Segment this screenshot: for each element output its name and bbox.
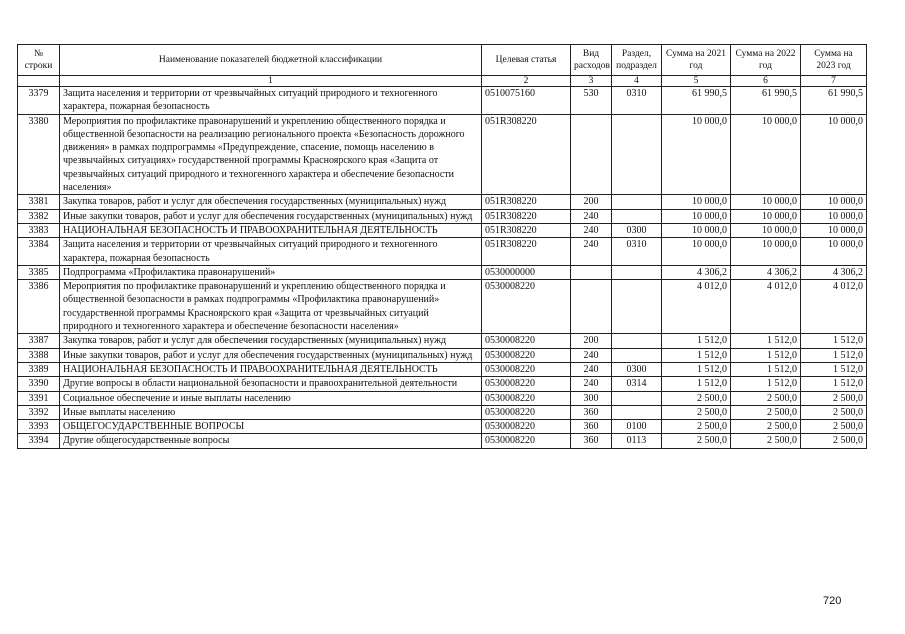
table-row	[18, 377, 867, 391]
target-article: 0530000000	[482, 265, 571, 279]
section-subsection: 0300	[612, 223, 662, 237]
expense-type	[571, 114, 612, 195]
sum-2023: 2 500,0	[801, 391, 867, 405]
sum-2021: 2 500,0	[662, 405, 731, 419]
target-article: 0530008220	[482, 348, 571, 362]
sum-2022: 1 512,0	[731, 348, 801, 362]
sum-2022: 1 512,0	[731, 362, 801, 376]
sum-2022: 10 000,0	[731, 238, 801, 266]
sum-2021: 10 000,0	[662, 195, 731, 209]
header-sum-2022: Сумма на 2022 год	[731, 45, 801, 76]
sum-2023: 4 306,2	[801, 265, 867, 279]
target-article: 051R308220	[482, 209, 571, 223]
row-name: НАЦИОНАЛЬНАЯ БЕЗОПАСНОСТЬ И ПРАВООХРАНИТЕЛЬНАЯ ДЕЯТЕЛЬНОСТЬ	[60, 362, 482, 376]
expense-type: 200	[571, 334, 612, 348]
expense-type	[571, 265, 612, 279]
target-article: 0530008220	[482, 377, 571, 391]
expense-type: 240	[571, 348, 612, 362]
section-subsection: 0300	[612, 362, 662, 376]
header-code: Целевая статья	[482, 45, 571, 76]
section-subsection	[612, 334, 662, 348]
sum-2022: 10 000,0	[731, 209, 801, 223]
expense-type: 240	[571, 377, 612, 391]
expense-type: 240	[571, 209, 612, 223]
row-name: Закупка товаров, работ и услуг для обеспечения государственных (муниципальных) нужд	[60, 195, 482, 209]
section-subsection	[612, 195, 662, 209]
section-subsection: 0310	[612, 87, 662, 115]
row-name: ОБЩЕГОСУДАРСТВЕННЫЕ ВОПРОСЫ	[60, 420, 482, 434]
sum-2023: 1 512,0	[801, 334, 867, 348]
table-row	[18, 87, 867, 115]
header-name: Наименование показателей бюджетной классификации	[60, 45, 482, 76]
column-number: 3	[571, 76, 612, 87]
sum-2021: 2 500,0	[662, 391, 731, 405]
row-name: Подпрограмма «Профилактика правонарушений»	[60, 265, 482, 279]
table-row	[18, 114, 867, 195]
row-number: 3388	[18, 348, 60, 362]
row-number: 3392	[18, 405, 60, 419]
row-number: 3382	[18, 209, 60, 223]
section-subsection: 0100	[612, 420, 662, 434]
row-number: 3391	[18, 391, 60, 405]
row-number: 3380	[18, 114, 60, 195]
sum-2022: 1 512,0	[731, 334, 801, 348]
sum-2021: 1 512,0	[662, 362, 731, 376]
sum-2023: 1 512,0	[801, 362, 867, 376]
table-row	[18, 405, 867, 419]
sum-2022: 2 500,0	[731, 405, 801, 419]
row-number: 3385	[18, 265, 60, 279]
sum-2023: 4 012,0	[801, 280, 867, 334]
row-name: Другие вопросы в области национальной безопасности и правоохранительной деятельности	[60, 377, 482, 391]
expense-type: 300	[571, 391, 612, 405]
sum-2022: 10 000,0	[731, 195, 801, 209]
expense-type: 360	[571, 420, 612, 434]
target-article: 0530008220	[482, 420, 571, 434]
row-name: Мероприятия по профилактике правонарушений и укреплению общественного порядка и общественной безопасности на реализацию регионального проекта «Безопасность дорожного движения» в рамках подпрограммы «Предупреждение, спасение, помощь населению в чрезвычайных ситуациях» государственной программы Красноярского края «Защита от чрезвычайных ситуаций природного и техногенного характера и обеспечение безопасности населения»	[60, 114, 482, 195]
row-name: Иные выплаты населению	[60, 405, 482, 419]
table-row	[18, 209, 867, 223]
row-number: 3384	[18, 238, 60, 266]
sum-2022: 2 500,0	[731, 391, 801, 405]
header-razd: Раздел, подраздел	[612, 45, 662, 76]
table-row	[18, 348, 867, 362]
sum-2021: 61 990,5	[662, 87, 731, 115]
table-row	[18, 238, 867, 266]
sum-2022: 10 000,0	[731, 114, 801, 195]
sum-2022: 1 512,0	[731, 377, 801, 391]
table-body	[18, 87, 867, 449]
table-row	[18, 434, 867, 448]
expense-type: 240	[571, 362, 612, 376]
row-name: Защита населения и территории от чрезвычайных ситуаций природного и техногенного характера, пожарная безопасность	[60, 238, 482, 266]
target-article: 0530008220	[482, 280, 571, 334]
sum-2023: 10 000,0	[801, 195, 867, 209]
row-number: 3393	[18, 420, 60, 434]
column-number: 4	[612, 76, 662, 87]
row-name: Закупка товаров, работ и услуг для обеспечения государственных (муниципальных) нужд	[60, 334, 482, 348]
sum-2022: 2 500,0	[731, 434, 801, 448]
row-name: Другие общегосударственные вопросы	[60, 434, 482, 448]
target-article: 0530008220	[482, 405, 571, 419]
table-row	[18, 195, 867, 209]
column-number: 1	[60, 76, 482, 87]
table-row	[18, 362, 867, 376]
row-number: 3389	[18, 362, 60, 376]
column-number: 2	[482, 76, 571, 87]
sum-2021: 4 306,2	[662, 265, 731, 279]
sum-2021: 1 512,0	[662, 348, 731, 362]
section-subsection	[612, 391, 662, 405]
sum-2023: 2 500,0	[801, 405, 867, 419]
table-row	[18, 223, 867, 237]
table-row	[18, 391, 867, 405]
row-number: 3381	[18, 195, 60, 209]
row-number: 3386	[18, 280, 60, 334]
sum-2021: 10 000,0	[662, 238, 731, 266]
section-subsection	[612, 114, 662, 195]
sum-2021: 1 512,0	[662, 334, 731, 348]
row-name: НАЦИОНАЛЬНАЯ БЕЗОПАСНОСТЬ И ПРАВООХРАНИТЕЛЬНАЯ ДЕЯТЕЛЬНОСТЬ	[60, 223, 482, 237]
target-article: 0530008220	[482, 334, 571, 348]
column-number: 5	[662, 76, 731, 87]
sum-2023: 1 512,0	[801, 348, 867, 362]
table-row	[18, 420, 867, 434]
budget-table	[17, 44, 867, 449]
expense-type: 240	[571, 223, 612, 237]
sum-2022: 10 000,0	[731, 223, 801, 237]
target-article: 051R308220	[482, 114, 571, 195]
section-subsection	[612, 209, 662, 223]
target-article: 0530008220	[482, 434, 571, 448]
sum-2023: 10 000,0	[801, 223, 867, 237]
sum-2021: 10 000,0	[662, 114, 731, 195]
header-sum-2021: Сумма на 2021 год	[662, 45, 731, 76]
row-name: Мероприятия по профилактике правонарушений и укреплению общественного порядка и общественной безопасности в рамках подпрограммы «Профилактика правонарушений» государственной программы Красноярского края «Защита от чрезвычайных ситуаций природного и техногенного характера и обеспечение безопасности населения»	[60, 280, 482, 334]
sum-2022: 2 500,0	[731, 420, 801, 434]
section-subsection	[612, 405, 662, 419]
expense-type: 240	[571, 238, 612, 266]
sum-2023: 61 990,5	[801, 87, 867, 115]
row-name: Иные закупки товаров, работ и услуг для обеспечения государственных (муниципальных) нужд	[60, 348, 482, 362]
section-subsection: 0310	[612, 238, 662, 266]
column-number: 6	[731, 76, 801, 87]
expense-type: 530	[571, 87, 612, 115]
column-number-blank	[18, 76, 60, 87]
expense-type: 200	[571, 195, 612, 209]
target-article: 0530008220	[482, 362, 571, 376]
section-subsection	[612, 280, 662, 334]
table-row	[18, 265, 867, 279]
row-number: 3394	[18, 434, 60, 448]
sum-2022: 61 990,5	[731, 87, 801, 115]
sum-2023: 2 500,0	[801, 420, 867, 434]
sum-2023: 2 500,0	[801, 434, 867, 448]
header-num: № строки	[18, 45, 60, 76]
row-name: Иные закупки товаров, работ и услуг для обеспечения государственных (муниципальных) нужд	[60, 209, 482, 223]
page-number: 720	[823, 595, 842, 607]
sum-2023: 10 000,0	[801, 114, 867, 195]
sum-2023: 10 000,0	[801, 209, 867, 223]
target-article: 051R308220	[482, 223, 571, 237]
target-article: 051R308220	[482, 195, 571, 209]
row-name: Социальное обеспечение и иные выплаты населению	[60, 391, 482, 405]
row-number: 3383	[18, 223, 60, 237]
row-number: 3390	[18, 377, 60, 391]
section-subsection: 0314	[612, 377, 662, 391]
sum-2022: 4 306,2	[731, 265, 801, 279]
expense-type	[571, 280, 612, 334]
table-row	[18, 280, 867, 334]
row-name: Защита населения и территории от чрезвычайных ситуаций природного и техногенного характера, пожарная безопасность	[60, 87, 482, 115]
target-article: 0510075160	[482, 87, 571, 115]
header-row	[18, 45, 867, 76]
section-subsection	[612, 265, 662, 279]
header-sum-2023: Сумма на 2023 год	[801, 45, 867, 76]
expense-type: 360	[571, 434, 612, 448]
table-row	[18, 334, 867, 348]
sum-2021: 2 500,0	[662, 434, 731, 448]
sum-2023: 10 000,0	[801, 238, 867, 266]
target-article: 051R308220	[482, 238, 571, 266]
row-number: 3387	[18, 334, 60, 348]
expense-type: 360	[571, 405, 612, 419]
sum-2021: 1 512,0	[662, 377, 731, 391]
sum-2021: 10 000,0	[662, 209, 731, 223]
sum-2021: 10 000,0	[662, 223, 731, 237]
section-subsection: 0113	[612, 434, 662, 448]
target-article: 0530008220	[482, 391, 571, 405]
section-subsection	[612, 348, 662, 362]
header-vid: Вид расходов	[571, 45, 612, 76]
sum-2021: 2 500,0	[662, 420, 731, 434]
row-number: 3379	[18, 87, 60, 115]
column-number-row	[18, 76, 867, 87]
sum-2022: 4 012,0	[731, 280, 801, 334]
sum-2023: 1 512,0	[801, 377, 867, 391]
sum-2021: 4 012,0	[662, 280, 731, 334]
column-number: 7	[801, 76, 867, 87]
